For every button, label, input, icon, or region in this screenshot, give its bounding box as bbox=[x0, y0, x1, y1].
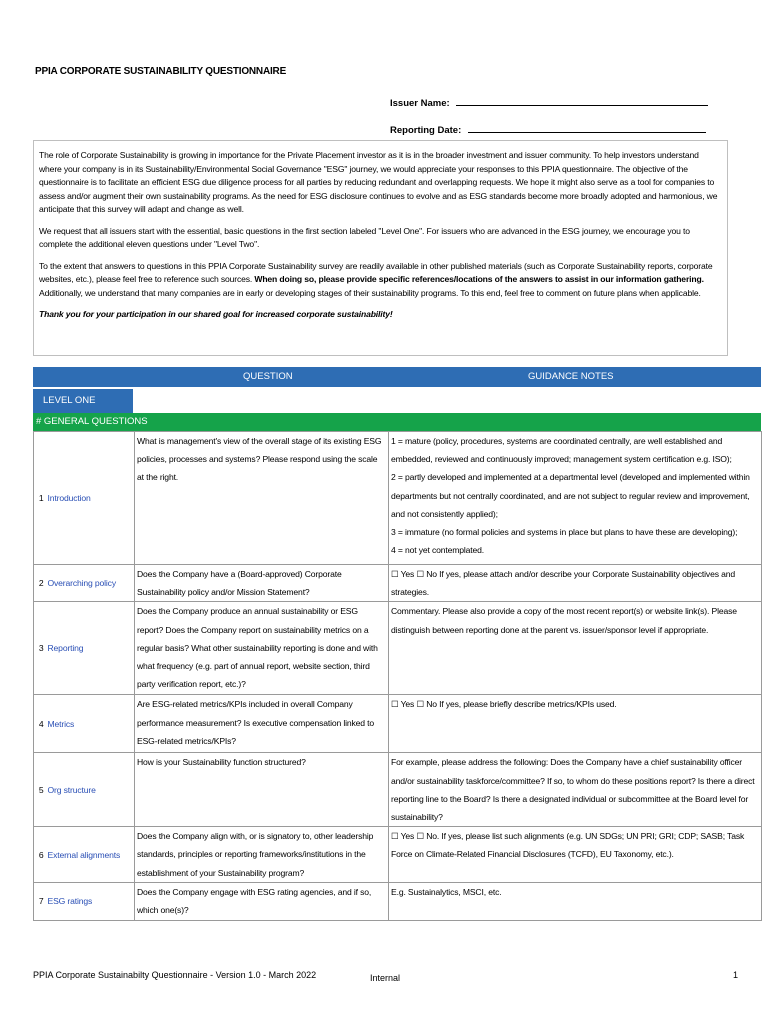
question-text: Does the Company have a (Board-approved) Corporate Sustainability policy and/or Mission Statement? bbox=[135, 565, 389, 602]
reporting-date-label: Reporting Date: bbox=[390, 125, 462, 136]
question-topic: Reporting bbox=[46, 602, 135, 695]
guidance-text[interactable]: E.g. Sustainalytics, MSCI, etc. bbox=[389, 883, 762, 920]
question-number: 3 bbox=[34, 602, 46, 695]
table-row bbox=[34, 565, 762, 602]
question-topic: External alignments bbox=[46, 827, 135, 883]
question-number: 1 bbox=[34, 432, 46, 565]
intro-bold-request: When doing so, please provide specific references/locations of the answers to assist in our information gathering. bbox=[254, 274, 704, 284]
issuer-name-label: Issuer Name: bbox=[390, 98, 450, 109]
question-text: How is your Sustainability function structured? bbox=[135, 753, 389, 827]
table-row bbox=[34, 695, 762, 753]
intro-paragraph-2: We request that all issuers start with the essential, basic questions in the first section labeled "Level One". For issuers who are advanced in the ESG journey, we encourage you to complete the additional eleven questions under "Level Two". bbox=[39, 225, 690, 249]
reporting-date-field[interactable] bbox=[390, 123, 706, 136]
question-topic: ESG ratings bbox=[46, 883, 135, 920]
question-topic: Overarching policy bbox=[46, 565, 135, 602]
guidance-text[interactable]: For example, please address the following: Does the Company have a chief sustainability officer and/or sustainability taskforce/committee? If so, to whom do these positions report? Is there a direct reporting line to the Board? Is there a designated individual or subcommittee at the Board level for sustainability? bbox=[389, 753, 762, 827]
question-topic: Introduction bbox=[46, 432, 135, 565]
guidance-text[interactable]: ☐ Yes ☐ No If yes, please attach and/or describe your Corporate Sustainability objectives and strategies. bbox=[389, 565, 762, 602]
footer-classification: Internal bbox=[370, 973, 401, 983]
question-number: 2 bbox=[34, 565, 46, 602]
guidance-header: GUIDANCE NOTES bbox=[528, 371, 614, 382]
table-row bbox=[34, 432, 762, 565]
question-number: 5 bbox=[34, 753, 46, 827]
table-row bbox=[34, 883, 762, 920]
questions-table bbox=[33, 431, 762, 921]
table-row bbox=[34, 827, 762, 883]
intro-paragraph-1: The role of Corporate Sustainability is growing in importance for the Private Placement investor as it is in the broader investment and issuer community. To help investors understand where your company is in its Sustainability/Environmental Social Governance "ESG" journey, we would appreciate your responses to this PPIA questionnaire. The objective of the questionnaire is to facilitate an efficient ESG due diligence process for all parties by reducing redundant and overlapping requests. We hope it might also serve as a tool for companies to assess and/or augment their own sustainability programs. As the need for ESG disclosure continues to evolve and as ESG standards become more broadly adopted and harmonious, we anticipate that this survey will adapt and change as well. bbox=[39, 150, 718, 214]
guidance-text[interactable]: ☐ Yes ☐ No If yes, please briefly describe metrics/KPIs used. bbox=[389, 695, 762, 753]
page-number: 1 bbox=[733, 970, 739, 980]
question-topic: Metrics bbox=[46, 695, 135, 753]
issuer-name-field[interactable] bbox=[390, 96, 708, 109]
question-header: QUESTION bbox=[243, 371, 293, 382]
question-text: Does the Company engage with ESG rating agencies, and if so, which one(s)? bbox=[135, 883, 389, 920]
question-number: 7 bbox=[34, 883, 46, 920]
question-text: Does the Company align with, or is signatory to, other leadership standards, principles or reporting frameworks/institutions in the establishment of your Sustainability program? bbox=[135, 827, 389, 883]
document-title: PPIA CORPORATE SUSTAINABILITY QUESTIONNAIRE bbox=[35, 66, 287, 77]
guidance-text[interactable]: ☐ Yes ☐ No. If yes, please list such alignments (e.g. UN SDGs; UN PRI; GRI; CDP; SASB; Task Force on Climate-Related Financial Disclosures (TCFD), EU Taxonomy, etc.). bbox=[389, 827, 762, 883]
intro-thank-you: Thank you for your participation in our shared goal for increased corporate sustainability! bbox=[39, 309, 393, 319]
question-number: 4 bbox=[34, 695, 46, 753]
issuer-name-line[interactable] bbox=[456, 96, 708, 106]
table-row bbox=[34, 753, 762, 827]
question-text: What is management's view of the overall stage of its existing ESG policies, processes and systems? Please respond using the scale at the right. bbox=[135, 432, 389, 565]
intro-paragraph-3: To the extent that answers to questions in this PPIA Corporate Sustainability survey are readily available in other published materials (such as Corporate Sustainability reports, corporate websites, etc.), please feel free to reference such sources. When doing so, please provide specific references/locations of the answers to assist in our information gathering. Additionally, we understand that many companies are in early or developing stages of their sustainability programs. To this end, feel free to comment on future plans when applicable. bbox=[39, 260, 713, 298]
general-questions-bar: # GENERAL QUESTIONS bbox=[33, 413, 761, 431]
guidance-text[interactable]: 1 = mature (policy, procedures, systems are coordinated centrally, are well established and embedded, reviewed and continuously improved; management system certification e.g. ISO); 2 = partly developed and implemented at a departmental level (developed and implemented within departments but not centrally coordinated, and are not subject to regular review and improvement, and not consistently applied); 3 = immature (no formal policies and systems in place but plans to have these are developing); 4 = not yet contemplated. bbox=[389, 432, 762, 565]
level-one-label: LEVEL ONE bbox=[33, 389, 133, 413]
question-topic: Org structure bbox=[46, 753, 135, 827]
reporting-date-line[interactable] bbox=[468, 123, 706, 133]
table-row bbox=[34, 602, 762, 695]
column-header-bar bbox=[33, 367, 761, 387]
footer-version: PPIA Corporate Sustainabilty Questionnaire - Version 1.0 - March 2022 bbox=[33, 970, 317, 980]
question-text: Are ESG-related metrics/KPIs included in overall Company performance measurement? Is executive compensation linked to ESG-related metrics/KPIs? bbox=[135, 695, 389, 753]
intro-box bbox=[33, 140, 728, 356]
question-number: 6 bbox=[34, 827, 46, 883]
question-text: Does the Company produce an annual sustainability or ESG report? Does the Company report on sustainability metrics on a regular basis? What other sustainability reporting is done and with what frequency (e.g. part of annual report, website section, third party verification report, etc.)? bbox=[135, 602, 389, 695]
guidance-text[interactable]: Commentary. Please also provide a copy of the most recent report(s) or website link(s). Please distinguish between reporting done at the parent vs. issuer/sponsor level if appropriate. bbox=[389, 602, 762, 695]
